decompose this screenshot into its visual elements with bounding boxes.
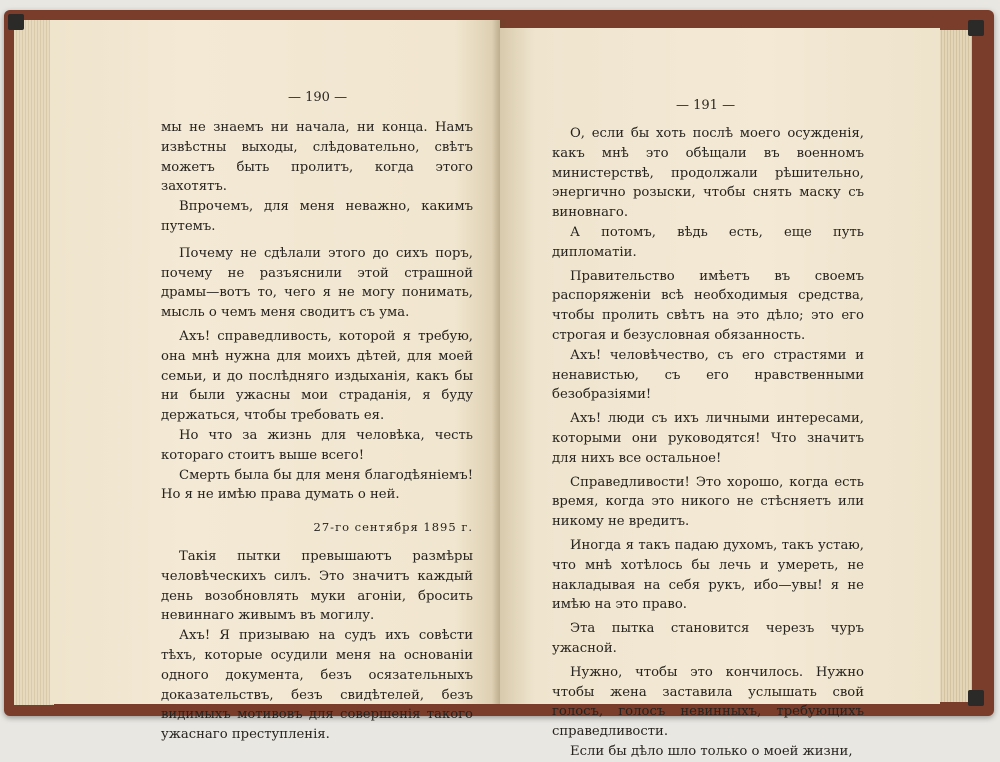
paragraph: мы не знаемъ ни начала, ни конца. Намъ извѣстны выходы, слѣдовательно, свѣтъ можетъ быть пролитъ, когда этого захотятъ. bbox=[161, 120, 473, 195]
cover-corner-top-left bbox=[8, 14, 24, 30]
paragraph: О, если бы хоть послѣ моего осужденія, какъ мнѣ это обѣщали въ военномъ министерствѣ, продолжали рѣшительно, энергично розыски, чтобы снять маску съ виновнаго. bbox=[552, 126, 864, 221]
page-number-right: — 191 — bbox=[676, 98, 736, 113]
paragraph: Справедливости! Это хорошо, когда есть время, когда это никого не стѣсняетъ или никому не вредитъ. bbox=[552, 474, 864, 530]
cover-corner-bottom-right bbox=[968, 690, 984, 706]
left-page-edges bbox=[14, 20, 54, 705]
paragraph: А потомъ, вѣдь есть, еще путь дипломатіи. bbox=[552, 224, 864, 260]
paragraph: Смерть была бы для меня благодѣяніемъ! Но я не имѣю права думать о ней. bbox=[161, 467, 473, 503]
paragraph: Ахъ! человѣчество, съ его страстями и ненавистью, съ его нравственными безобразіями! bbox=[552, 347, 864, 403]
paragraph: Если бы дѣло шло только о моей жизни, bbox=[570, 743, 853, 759]
paragraph: Такія пытки превышаютъ размѣры человѣческихъ силъ. Это значитъ каждый день возобновлять муки агоніи, бросить невиннаго живымъ въ могилу. bbox=[161, 548, 473, 624]
page-number-left: — 190 — bbox=[288, 90, 348, 105]
paragraph: Впрочемъ, для меня неважно, какимъ путемъ. bbox=[161, 199, 473, 234]
paragraph: Почему не сдѣлали этого до сихъ поръ, почему не разъяснили этой страшной драмы—вотъ то, чего я не могу понимать, мысль о чемъ меня сводитъ съ ума. bbox=[161, 245, 473, 321]
paragraph: Иногда я такъ падаю духомъ, такъ устаю, что мнѣ хотѣлось бы лечь и умереть, не накладывая на себя рукъ, ибо—увы! я не имѣю на это право. bbox=[552, 537, 864, 613]
paragraph: Ахъ! люди съ ихъ личными интересами, которыми они руководятся! Что значитъ для нихъ все остальное! bbox=[552, 411, 864, 466]
paragraph: Правительство имѣетъ въ своемъ распоряженіи всѣ необходимыя средства, чтобы пролить свѣтъ на это дѣло; это его строгая и безусловная обязанность. bbox=[552, 268, 864, 343]
paragraph: Ахъ! Я призываю на судъ ихъ совѣсти тѣхъ, которые осудили меня на основаніи одного документа, безъ осязательныхъ доказательствъ, безъ свидѣтелей, безъ видимыхъ мотивовъ для совершенія такого ужаснаго преступленія. bbox=[161, 628, 473, 743]
paragraph: Но что за жизнь для человѣка, честь котораго стоитъ выше всего! bbox=[161, 427, 473, 463]
right-page-edges bbox=[936, 30, 972, 702]
left-page bbox=[50, 20, 500, 743]
paragraph: Ахъ! справедливость, которой я требую, она мнѣ нужна для моихъ дѣтей, для моей семьи, и до послѣдняго издыханія, какъ бы ни были ужасны мои страданія, я буду держаться, чтобы требовать ея. bbox=[161, 328, 473, 424]
right-page bbox=[500, 28, 940, 759]
cover-corner-top-right bbox=[968, 20, 984, 36]
entry-date: 27-го сентября 1895 г. bbox=[313, 520, 473, 535]
right-page-text bbox=[552, 124, 864, 762]
paragraph: Нужно, чтобы это кончилось. Нужно чтобы жена заставила услышать свой голосъ, голосъ невинныхъ, требующихъ справедливости. bbox=[552, 664, 864, 740]
left-page-text bbox=[161, 118, 473, 745]
paragraph: Эта пытка становится черезъ чуръ ужасной. bbox=[552, 621, 864, 656]
